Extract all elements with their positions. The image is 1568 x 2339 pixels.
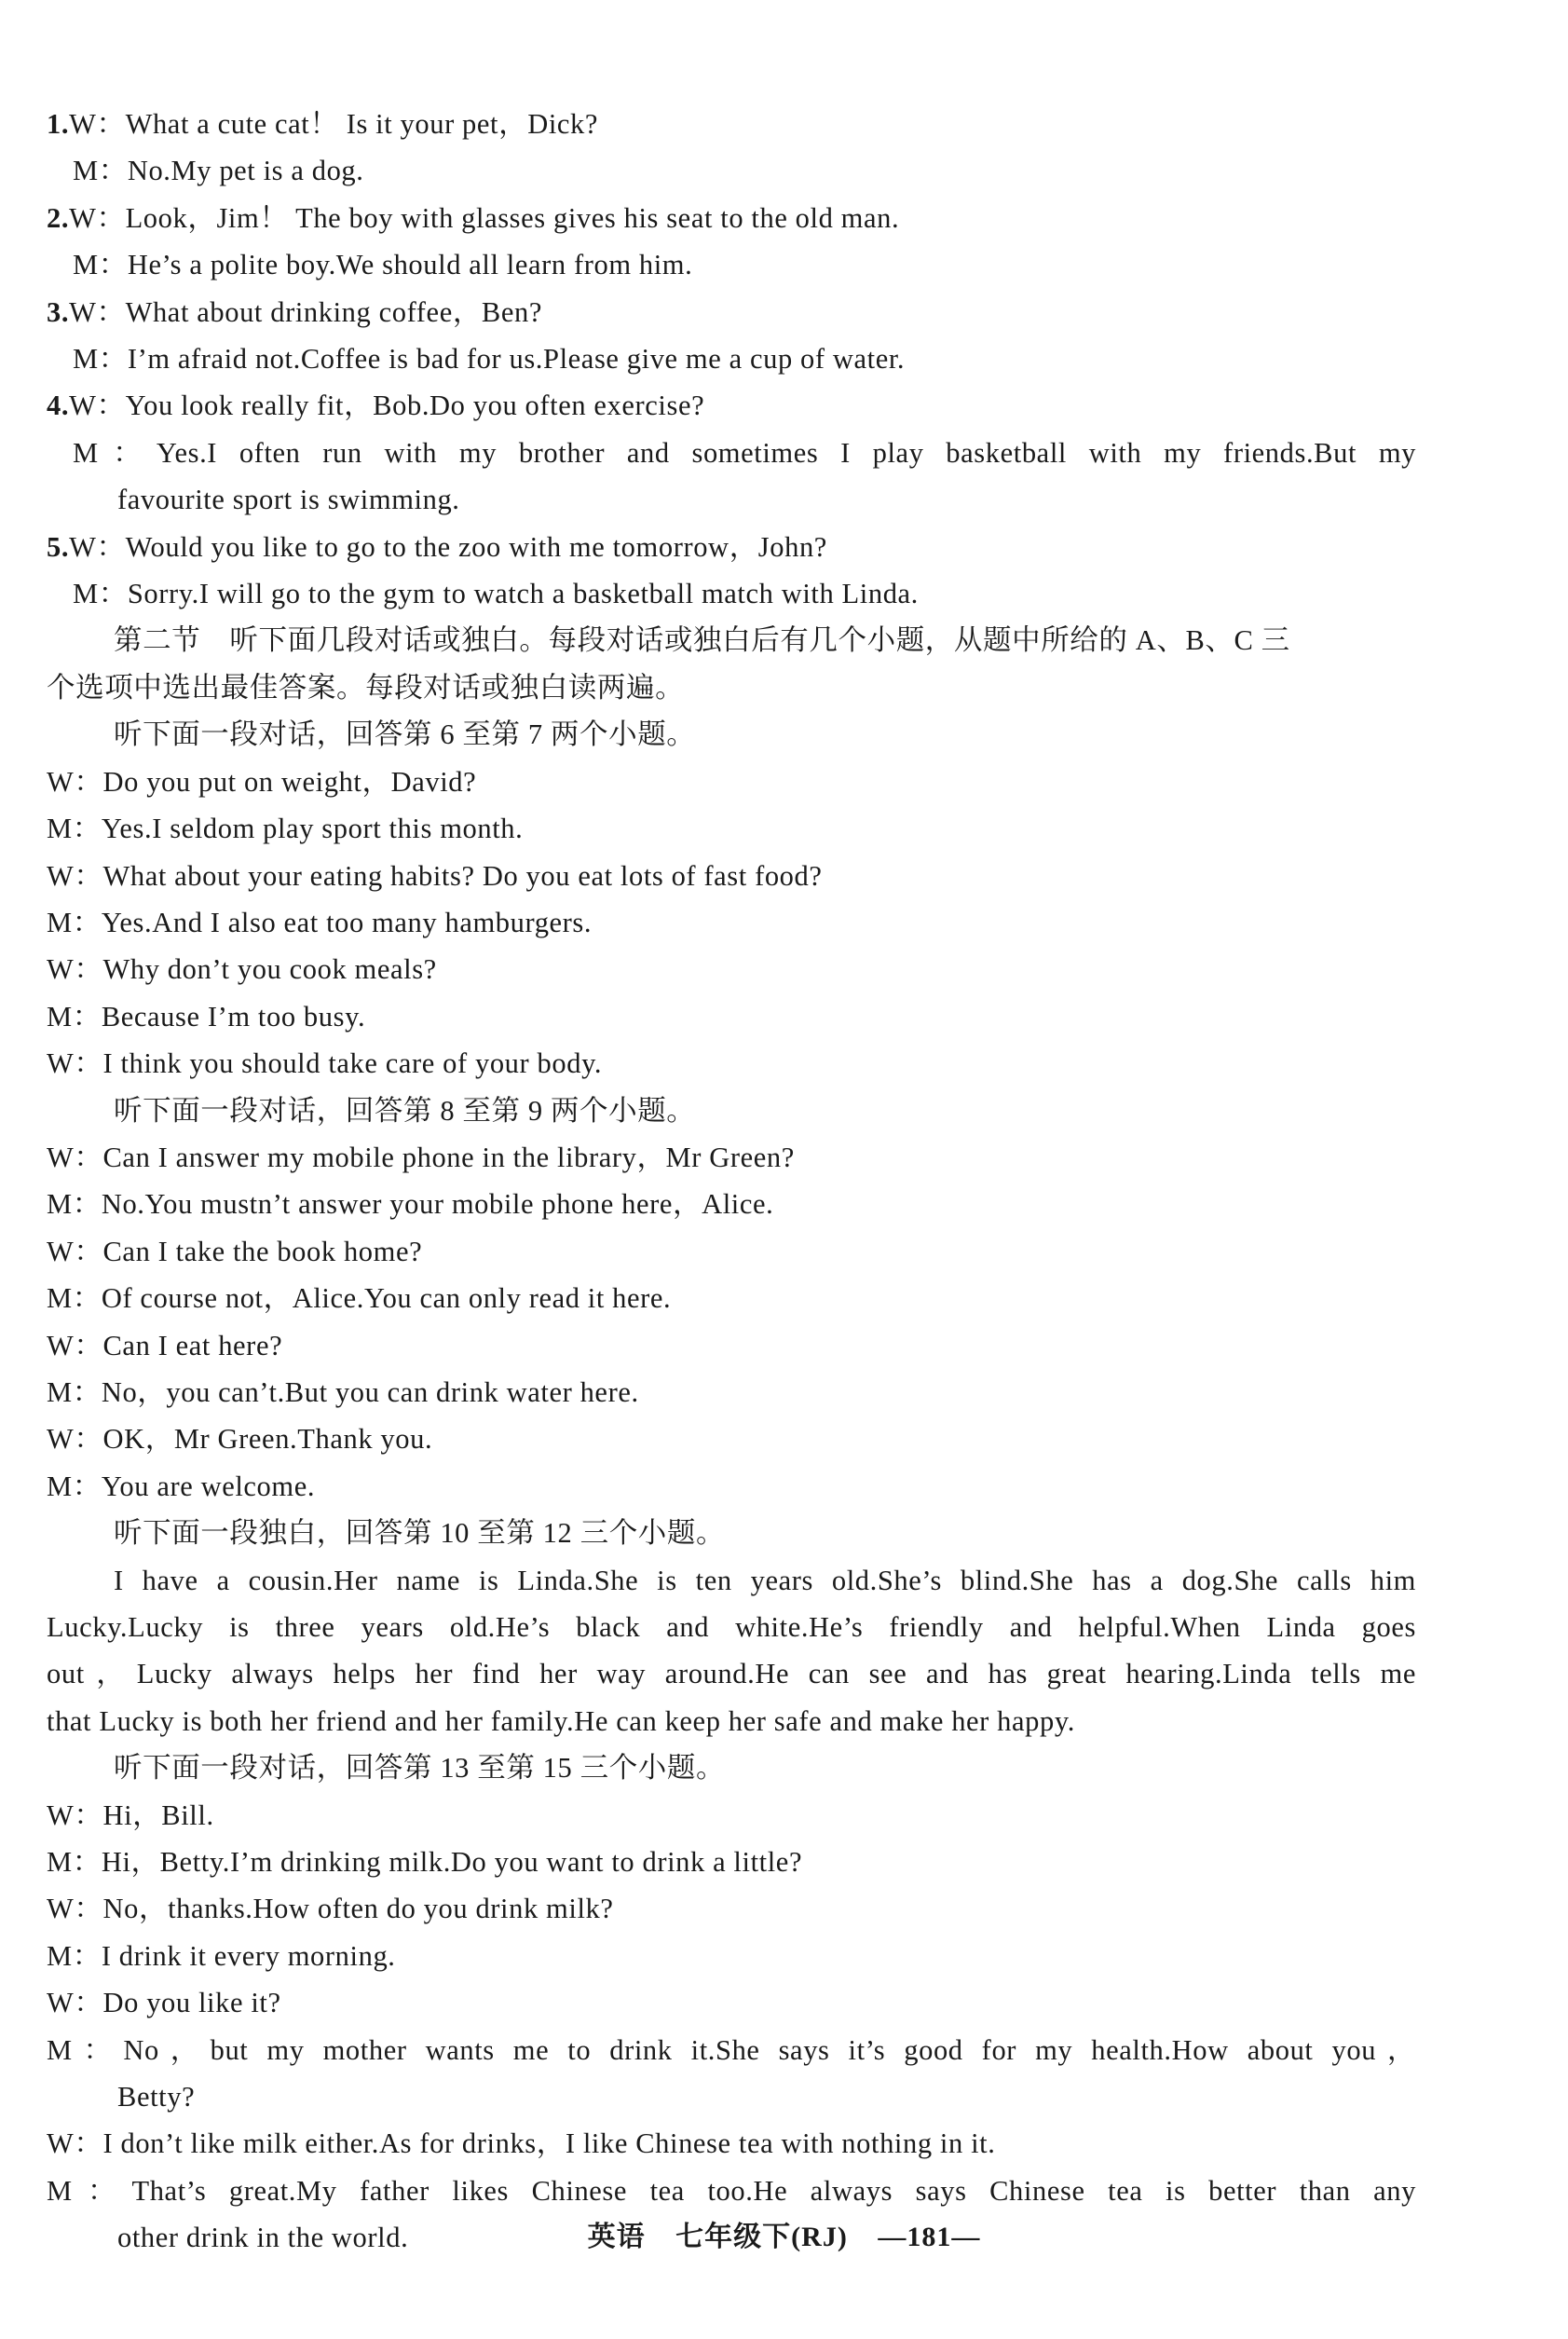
dialog-intro: 听下面一段对话，回答第 13 至第 15 三个小题。 <box>114 1752 726 1785</box>
dialog-intro: 听下面一段对话，回答第 6 至第 7 两个小题。 <box>114 718 696 751</box>
question-number: 2. <box>47 201 70 234</box>
footer-grade: 七年级下(RJ) <box>675 2222 848 2252</box>
dialog-line: M：No，but my mother wants me to drink it.She says it’s good for my health.How about you， <box>47 2033 1416 2066</box>
dialog-13-15 <box>47 1792 1416 2262</box>
dialog-6-7 <box>47 759 1416 1087</box>
dialog-line: M：Because I’m too busy. <box>47 1000 366 1033</box>
line-text: M：Sorry.I will go to the gym to watch a basketball match with Linda. <box>73 578 919 610</box>
transcript-line <box>47 147 1416 194</box>
line-text: M：He’s a polite boy.We should all learn from him. <box>73 249 693 281</box>
dialog-line: M：No.You mustn’t answer your mobile phone here，Alice. <box>47 1188 774 1221</box>
line-text: M：Yes.I often run with my brother and sometimes I play basketball with my friends.But my <box>73 436 1416 469</box>
dialog-line: M：Yes.And I also eat too many hamburgers. <box>47 906 593 938</box>
transcript-line <box>47 382 1416 429</box>
monologue-line: Lucky.Lucky is three years old.He’s black and white.He’s friendly and helpful.When Linda goes <box>47 1611 1416 1643</box>
dialog-line: W：Can I answer my mobile phone in the library，Mr Green? <box>47 1141 795 1173</box>
dialog-line: W：Do you put on weight，David? <box>47 765 477 798</box>
dialog-line: W：Why don’t you cook meals? <box>47 953 437 986</box>
line-text: M：No.My pet is a dog. <box>73 155 364 187</box>
dialog-line: M：You are welcome. <box>47 1470 316 1502</box>
page-number: —181— <box>878 2222 981 2252</box>
monologue-line: that Lucky is both her friend and her family.He can keep her safe and make her happy. <box>47 1704 1075 1737</box>
dialog-line: M：Yes.I seldom play sport this month. <box>47 813 524 845</box>
dialog-line: W：No，thanks.How often do you drink milk? <box>47 1893 614 1925</box>
section2-heading: 第二节 听下面几段对话或独白。每段对话或独白后有几个小题，从题中所给的 A、B、C 三 <box>114 624 1290 657</box>
dialog-line: W：Can I take the book home? <box>47 1235 423 1267</box>
line-text: W：What about drinking coffee，Ben? <box>69 295 542 328</box>
question-number: 1. <box>47 108 70 140</box>
section2-heading-continued: 个选项中选出最佳答案。每段对话或独白读两遍。 <box>47 671 685 704</box>
dialog-line: W：Do you like it? <box>47 1987 281 2019</box>
transcript-line <box>47 195 1416 241</box>
footer-subject: 英语 <box>587 2222 646 2252</box>
section1-dialogues <box>47 101 1416 617</box>
transcript-line-continued <box>47 476 1416 523</box>
dialog-line: W：What about your eating habits? Do you eat lots of fast food? <box>47 859 823 892</box>
dialog-line-continued: Betty? <box>117 2081 196 2113</box>
line-text: M：I’m afraid not.Coffee is bad for us.Please give me a cup of water. <box>73 343 906 376</box>
dialog-line: W：Can I eat here? <box>47 1329 283 1361</box>
question-number: 3. <box>47 295 70 328</box>
line-text: W：You look really fit，Bob.Do you often exercise? <box>69 390 705 422</box>
question-number: 5. <box>47 530 70 563</box>
dialog-line: M：Of course not，Alice.You can only read it here. <box>47 1282 672 1315</box>
line-text: favourite sport is swimming. <box>117 484 460 516</box>
transcript-line <box>47 241 1416 288</box>
dialog-line: M：That’s great.My father likes Chinese tea too.He always says Chinese tea is better than any <box>47 2174 1416 2207</box>
question-number: 4. <box>47 390 70 422</box>
dialog-line: W：I don’t like milk either.As for drinks，I like Chinese tea with nothing in it. <box>47 2127 996 2160</box>
line-text: W：What a cute cat！ Is it your pet，Dick? <box>69 108 599 140</box>
dialog-line-continued: other drink in the world. <box>117 2222 409 2254</box>
dialog-line: M：Hi，Betty.I’m drinking milk.Do you want to drink a little? <box>47 1846 803 1879</box>
dialog-line: M：I drink it every morning. <box>47 1939 396 1972</box>
transcript-line <box>47 524 1416 570</box>
dialog-line: M：No，you can’t.But you can drink water here. <box>47 1375 639 1408</box>
monologue-line: I have a cousin.Her name is Linda.She is ten years old.She’s blind.She has a dog.She calls him <box>114 1564 1416 1596</box>
monologue-10-12 <box>47 1557 1416 1745</box>
line-text: W：Look，Jim！ The boy with glasses gives his seat to the old man. <box>69 201 900 234</box>
dialog-8-9 <box>47 1134 1416 1510</box>
dialog-line: W：I think you should take care of your body. <box>47 1047 603 1080</box>
page-footer <box>0 2213 1568 2254</box>
transcript-line <box>47 335 1416 382</box>
transcript-line <box>47 570 1416 617</box>
monologue-intro: 听下面一段独白，回答第 10 至第 12 三个小题。 <box>114 1517 726 1550</box>
transcript-line <box>47 289 1416 335</box>
dialog-line: W：Hi，Bill. <box>47 1799 214 1831</box>
dialog-intro: 听下面一段对话，回答第 8 至第 9 两个小题。 <box>114 1094 696 1127</box>
dialog-line: W：OK，Mr Green.Thank you. <box>47 1423 433 1456</box>
transcript-line <box>47 430 1416 476</box>
listening-transcript <box>47 101 1416 2262</box>
line-text: W：Would you like to go to the zoo with me tomorrow，John? <box>69 530 827 563</box>
monologue-line: out，Lucky always helps her find her way around.He can see and has great hearing.Linda tells me <box>47 1658 1416 1690</box>
transcript-line <box>47 101 1416 147</box>
